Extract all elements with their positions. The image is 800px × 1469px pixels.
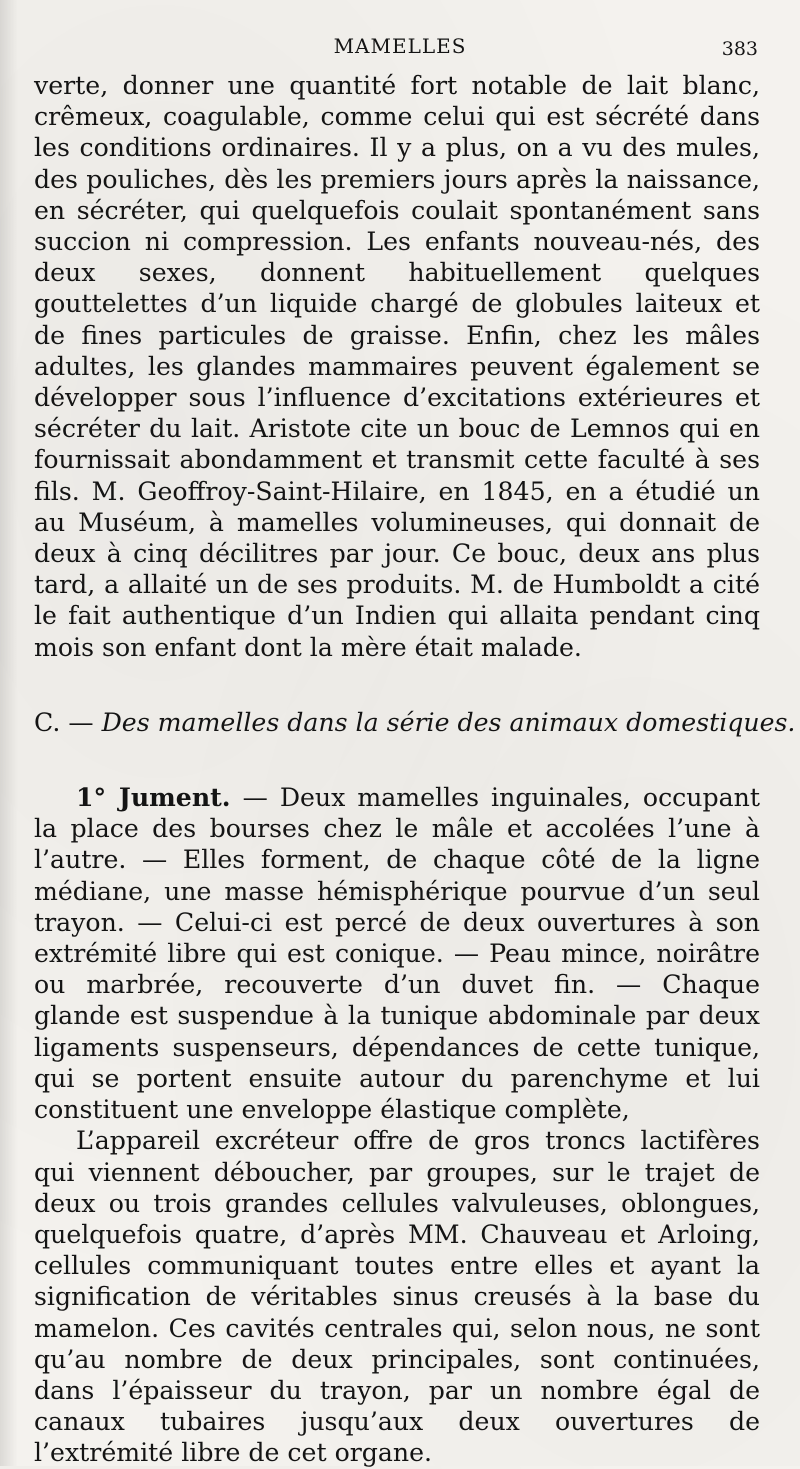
running-header — [40, 34, 760, 62]
paragraph-continuation: verte, donner une quantité fort notable de lait blanc, crêmeux, coagulable, comme celui qui est sécrété dans les conditions ordinaires. Il y a plus, on a vu des mules, des pouliches, dès les premiers jours après la naissance, en sécréter, qui quelquefois coulait spontanément sans succion ni compression. Les enfants nouveau-nés, des deux sexes, donnent habituellement quelques gouttelettes d’un liquide chargé de globules laiteux et de fines particules de graisse. Enfin, chez les mâles adultes, les glandes mammaires peuvent également se développer sous l’influence d’excitations extérieures et sécréter du lait. Aristote cite un bouc de Lemnos qui en fournissait abondamment et transmit cette faculté à ses fils. M. Geoffroy-Saint-Hilaire, en 1845, en a étudié un au Muséum, à mamelles volumineuses, qui donnait de deux à cinq décilitres par jour. Ce bouc, deux ans plus tard, a allaité un de ses produits. M. de Humboldt a cité le fait authentique d’un Indien qui allaita pendant cinq mois son enfant dont la mère était malade. — [34, 71, 760, 662]
paragraph-lead: 1° Jument. — [76, 782, 231, 813]
paragraph-appareil: L’appareil excréteur offre de gros troncs lactifères qui viennent déboucher, par groupes, sur le trajet de deux ou trois grandes cellules valvuleuses, oblongues, quelquefois quatre, d’après MM. Chauveau et Arloing, cellules communiquant toutes entre elles et ayant la signification de véritables sinus creusés à la base du mamelon. Ces cavités centrales qui, selon nous, ne sont qu’au nombre de deux principales, sont continuées, dans l’épaisseur du trayon, par un nombre égal de canaux tubaires jusqu’aux deux ouvertures de l’extrémité libre de cet organe. — [34, 1126, 760, 1468]
running-title: MAMELLES — [333, 34, 467, 58]
body-text — [34, 70, 796, 1469]
section-title: Des mamelles dans la série des animaux domestiques. — [101, 707, 796, 737]
page-gutter-shadow — [0, 0, 18, 1466]
section-heading — [34, 707, 796, 738]
section-letter: C. — — [34, 707, 94, 737]
section-spacer — [34, 663, 760, 707]
page-number: 383 — [721, 38, 758, 60]
paragraph-jument — [34, 782, 760, 1125]
paragraph-jument-text: — Deux mamelles inguinales, occupant la place des bourses chez le mâle et accolées l’une à l’autre. — Elles forment, de chaque côté de la ligne médiane, une masse hémisphérique pourvue d’un seul trayon. — Celui-ci est percé de deux ouvertures à son extrémité libre qui est conique. — Peau mince, noirâtre ou marbrée, recouverte d’un duvet fin. — Chaque glande est suspendue à la tunique abdominale par deux ligaments suspenseurs, dépendances de cette tunique, qui se portent ensuite autour du parenchyme et lui constituent une enveloppe élastique complète, — [34, 783, 760, 1125]
section-spacer-2 — [34, 738, 760, 782]
